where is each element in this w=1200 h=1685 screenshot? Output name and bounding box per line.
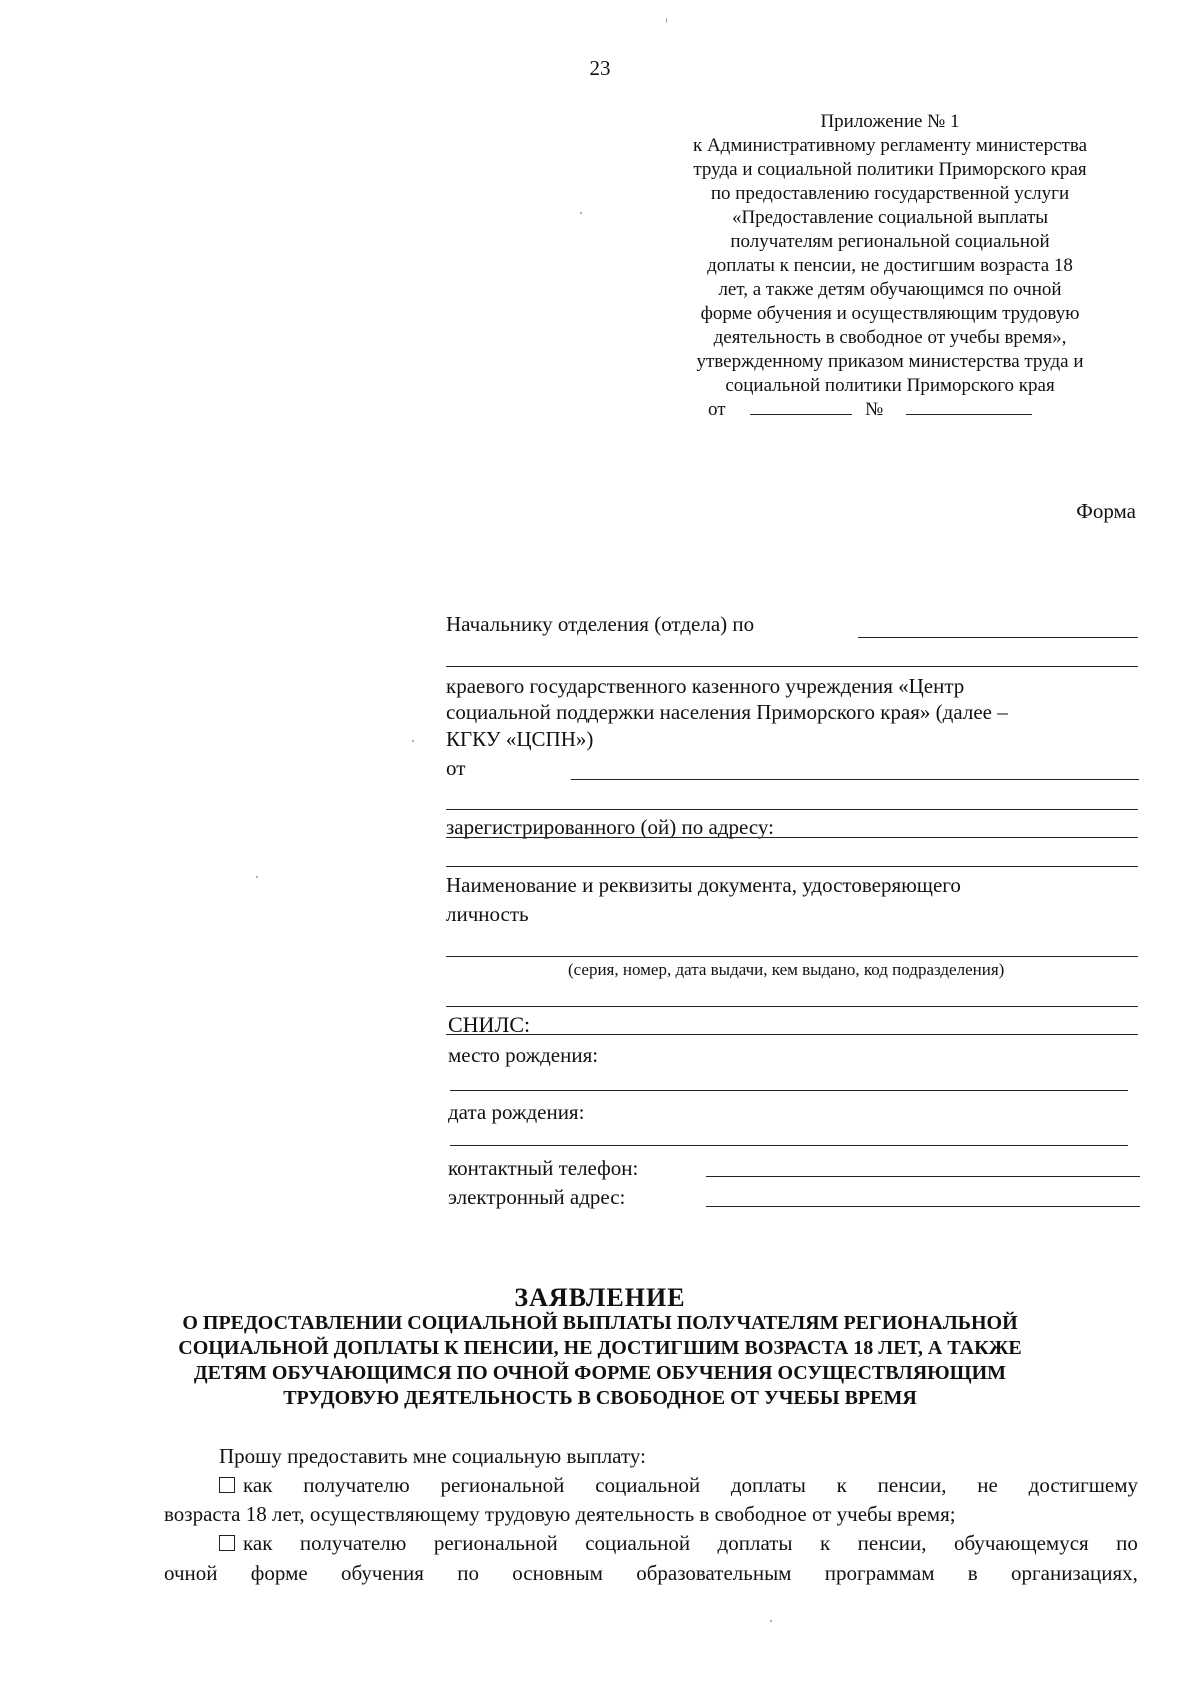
word: доплаты: [730, 1473, 806, 1497]
id-document-field[interactable]: [446, 956, 1138, 957]
word: по: [1116, 1531, 1138, 1555]
statement-subtitle-line: О ПРЕДОСТАВЛЕНИИ СОЦИАЛЬНОЙ ВЫПЛАТЫ ПОЛУЧАТЕЛЯМ РЕГИОНАЛЬНОЙ: [182, 1312, 1018, 1334]
appendix-line: труда и социальной политики Приморского края: [693, 159, 1087, 180]
word: организациях,: [1011, 1561, 1138, 1585]
appendix-line: Приложение № 1: [820, 111, 960, 132]
scan-speck: [666, 18, 667, 23]
word: программам: [824, 1561, 935, 1585]
phone-field[interactable]: [706, 1176, 1140, 1177]
appendix-number-blank[interactable]: [906, 398, 1032, 415]
word: основным: [512, 1561, 603, 1585]
snils-label: СНИЛС:: [448, 1012, 531, 1037]
head-label: Начальнику отделения (отдела) по: [446, 612, 755, 636]
phone-label: контактный телефон:: [448, 1156, 639, 1180]
word: достигшему: [1028, 1473, 1138, 1497]
email-label: электронный адрес:: [448, 1185, 626, 1209]
address-field[interactable]: [446, 837, 1138, 838]
institution-line: краевого государственного казенного учреждения «Центр: [446, 674, 965, 698]
appendix-line: «Предоставление социальной выплаты: [731, 207, 1049, 228]
word: очной: [164, 1561, 218, 1585]
birthdate-field[interactable]: [450, 1145, 1128, 1146]
appendix-line: к Административному регламенту министерства: [692, 135, 1088, 156]
word: социальной: [595, 1473, 701, 1497]
page-number: 23: [589, 56, 611, 80]
id-document-label: Наименование и реквизиты документа, удостоверяющего: [446, 873, 961, 897]
request-text: Прошу предоставить мне социальную выплату:: [219, 1444, 646, 1468]
option-2-first-line: [219, 1531, 1138, 1556]
appendix-line: утвержденному приказом министерства труда и: [696, 351, 1084, 372]
appendix-from-label: от: [708, 399, 726, 420]
appendix-line: социальной политики Приморского края: [725, 375, 1055, 396]
appendix-line: по предоставлению государственной услуги: [710, 183, 1070, 204]
address-label: зарегистрированного (ой) по адресу:: [446, 815, 774, 839]
birthplace-label: место рождения:: [448, 1043, 599, 1067]
email-field[interactable]: [706, 1206, 1140, 1207]
scan-speck: [256, 876, 258, 878]
word: в: [967, 1561, 978, 1585]
word: по: [457, 1561, 479, 1585]
word: социальной: [585, 1531, 691, 1555]
statement-subtitle-line: ДЕТЯМ ОБУЧАЮЩИМСЯ ПО ОЧНОЙ ФОРМЕ ОБУЧЕНИЯ ОСУЩЕСТВЛЯЮЩИМ: [193, 1362, 1007, 1384]
option-1-second-line: возраста 18 лет, осуществляющему трудовую деятельность в свободное от учебы время;: [164, 1502, 956, 1526]
statement-title: ЗАЯВЛЕНИЕ: [514, 1283, 686, 1312]
department-field[interactable]: [858, 637, 1138, 638]
word: региональной: [440, 1473, 565, 1497]
institution-line: социальной поддержки населения Приморского края» (далее –: [446, 700, 1008, 724]
statement-subtitle-line: СОЦИАЛЬНОЙ ДОПЛАТЫ К ПЕНСИИ, НЕ ДОСТИГШИМ ВОЗРАСТА 18 ЛЕТ, А ТАКЖЕ: [178, 1337, 1022, 1359]
appendix-line: лет, а также детям обучающимся по очной: [718, 279, 1062, 300]
word: к: [836, 1473, 847, 1497]
word: не: [977, 1473, 998, 1497]
appendix-number-label: №: [865, 399, 884, 420]
birthplace-field[interactable]: [450, 1090, 1128, 1091]
option-2-lead: [219, 1531, 272, 1556]
statement-subtitle: [150, 1311, 1050, 1411]
snils-field[interactable]: [446, 1034, 1138, 1035]
word: обучения: [341, 1561, 424, 1585]
word: доплаты: [717, 1531, 793, 1555]
birthdate-label: дата рождения:: [448, 1100, 585, 1124]
option-2-checkbox[interactable]: [219, 1535, 235, 1551]
applicant-name-field-continued[interactable]: [446, 809, 1138, 810]
appendix-line: доплаты к пенсии, не достигшим возраста 18: [707, 255, 1073, 276]
word: как: [243, 1473, 273, 1497]
word: к: [819, 1531, 831, 1555]
address-field-continued[interactable]: [446, 866, 1138, 867]
appendix-line: деятельность в свободное от учебы время»,: [713, 327, 1067, 348]
scan-speck: [580, 212, 582, 214]
option-2-second-line: [164, 1561, 1138, 1586]
id-document-field-continued[interactable]: [446, 1006, 1138, 1007]
scan-speck: [770, 1620, 772, 1622]
word: пенсии,: [877, 1473, 947, 1497]
word: форме: [250, 1561, 308, 1585]
from-label: от: [446, 756, 466, 780]
word: получателю: [303, 1473, 410, 1497]
option-1-first-line: [219, 1473, 1138, 1498]
word: пенсии,: [857, 1531, 927, 1555]
word: обучающемуся: [953, 1531, 1089, 1555]
word: получателю: [299, 1531, 407, 1555]
institution-line: КГКУ «ЦСПН»): [446, 727, 594, 751]
appendix-date-blank[interactable]: [750, 398, 852, 415]
id-document-caption: (серия, номер, дата выдачи, кем выдано, код подразделения): [568, 960, 1005, 979]
option-1-checkbox[interactable]: [219, 1477, 235, 1493]
word: как: [243, 1531, 273, 1555]
id-document-label: личность: [446, 902, 529, 926]
word: образовательным: [636, 1561, 792, 1585]
applicant-name-field[interactable]: [571, 779, 1139, 780]
word: региональной: [433, 1531, 558, 1555]
department-field-continued[interactable]: [446, 666, 1138, 667]
form-label: Форма: [1076, 499, 1136, 523]
scan-speck: [412, 740, 414, 742]
appendix-date-number: [600, 398, 1140, 422]
appendix-header: [640, 110, 1140, 422]
appendix-line: получателям региональной социальной: [730, 231, 1050, 252]
option-1-lead: [219, 1473, 272, 1498]
appendix-line: форме обучения и осуществляющим трудовую: [700, 303, 1080, 324]
statement-subtitle-line: ТРУДОВУЮ ДЕЯТЕЛЬНОСТЬ В СВОБОДНОЕ ОТ УЧЕБЫ ВРЕМЯ: [283, 1387, 917, 1409]
